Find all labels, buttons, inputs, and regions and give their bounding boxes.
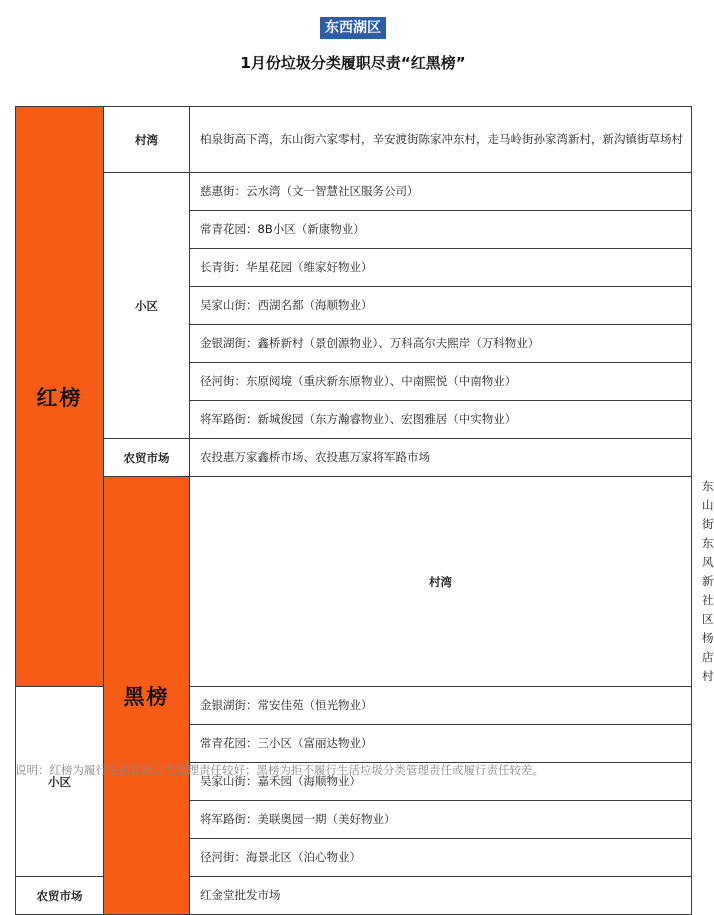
- category-village: 村湾: [190, 477, 692, 687]
- footnote: 说明：红榜为履行生活垃圾分类管理责任较好；黑榜为拒不履行生活垃圾分类管理责任或履行责任较差。: [15, 763, 544, 777]
- red-list-label: 红榜: [16, 107, 104, 687]
- table-row: [16, 173, 692, 211]
- red-market-entry: 农投惠万家鑫桥市场、农投惠万家将军路市场: [190, 439, 692, 477]
- black-list-label: 黑榜: [104, 477, 190, 915]
- category-community: 小区: [104, 173, 190, 439]
- ranking-table: [15, 106, 714, 915]
- black-community-entry: 将军路街：美联奥园一期（美好物业）: [190, 801, 692, 839]
- table-row: [16, 439, 692, 477]
- red-community-entry: 吴家山街：西湖名都（海顺物业）: [190, 287, 692, 325]
- category-market: 农贸市场: [104, 439, 190, 477]
- red-community-entry: 将军路街：新城俊园（东方瀚睿物业）、宏图雅居（中实物业）: [190, 401, 692, 439]
- red-community-entry: 常青花园：8B小区（新康物业）: [190, 211, 692, 249]
- black-community-entry: 金银湖街：常安佳苑（恒光物业）: [190, 687, 692, 725]
- black-community-entry: 常青花园：三小区（富丽达物业）: [190, 725, 692, 763]
- black-community-entry: 吴家山街：嘉禾园（海顺物业）: [190, 763, 692, 801]
- red-community-entry: 金银湖街：鑫桥新村（景创源物业）、万科高尔夫熙岸（万科物业）: [190, 325, 692, 363]
- red-community-entry: 长青街：华星花园（维家好物业）: [190, 249, 692, 287]
- black-community-entry: 径河街：海景北区（泊心物业）: [190, 839, 692, 877]
- red-village-entry: 柏泉街高下湾，东山街六家零村，辛安渡街陈家冲东村，走马岭街孙家湾新村，新沟镇街草场村: [190, 107, 692, 173]
- black-market-entry: 红金堂批发市场: [190, 877, 692, 915]
- category-market: 农贸市场: [16, 877, 104, 915]
- table-row: [16, 107, 692, 173]
- red-community-entry: 慈惠街：云水湾（文一智慧社区服务公司）: [190, 173, 692, 211]
- category-community: 小区: [16, 687, 104, 877]
- page-title: 1月份垃圾分类履职尽责“红黑榜”: [240, 54, 466, 72]
- district-badge: 东西湖区: [320, 17, 386, 39]
- district-header: [0, 17, 706, 39]
- red-community-entry: 径河街：东原阅境（重庆新东原物业）、中南熙悦（中南物业）: [190, 363, 692, 401]
- table-row: 黑榜 村湾 东山街东风新社区杨店村: [16, 477, 692, 687]
- category-village: 村湾: [104, 107, 190, 173]
